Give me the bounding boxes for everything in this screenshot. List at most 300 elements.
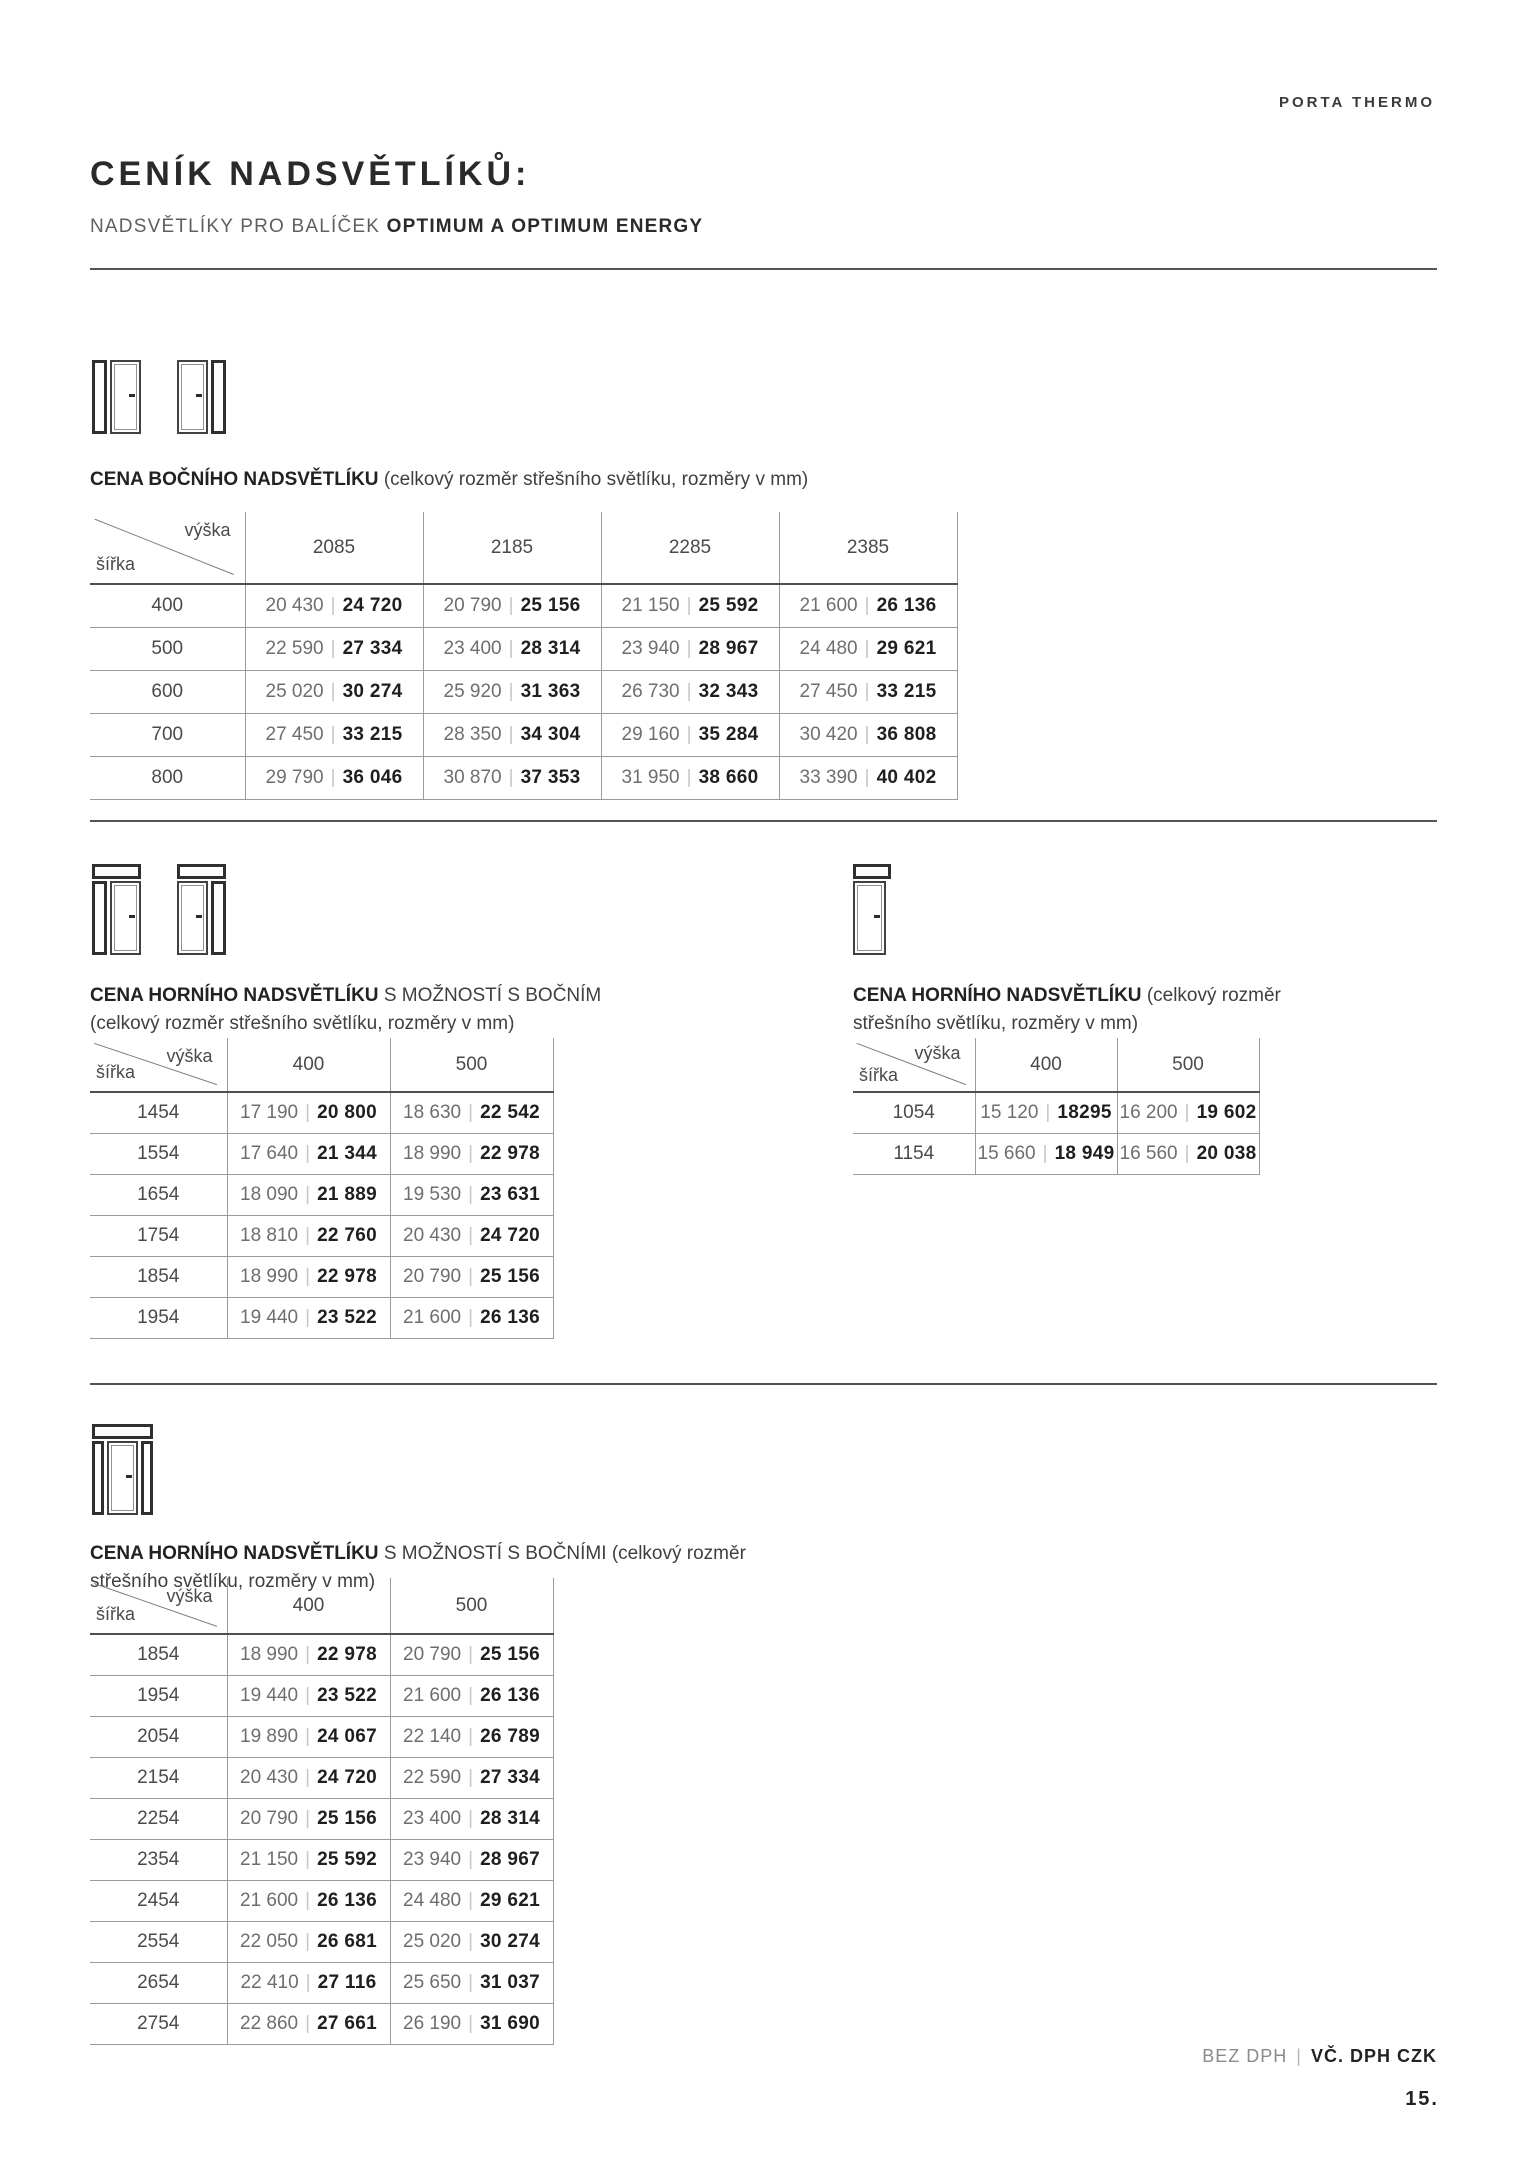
price-separator: |: [1184, 1101, 1190, 1123]
price-separator: |: [1045, 1101, 1051, 1123]
table-row: [90, 1880, 553, 1921]
column-header-height: 400: [227, 1038, 390, 1092]
price-table-horni-s-bocnim-container: [90, 1038, 554, 1339]
section-heading-regular: (celkový rozměr střešního světlíku, rozměry v mm): [383, 469, 809, 490]
net-price: 23 400: [403, 1807, 462, 1829]
transom-door-with-left-sidelight-icon: [92, 864, 141, 955]
transom-door-icon: [853, 864, 891, 955]
row-header-width: 500: [90, 627, 245, 670]
price-cell: [779, 756, 957, 799]
width-axis-label: šířka: [96, 1604, 136, 1624]
price-cell: [601, 627, 779, 670]
net-price: 22 590: [403, 1766, 462, 1788]
gross-price: 25 592: [317, 1848, 377, 1870]
row-header-width: 600: [90, 670, 245, 713]
price-cell: [779, 627, 957, 670]
gross-price: 24 720: [342, 594, 403, 616]
gross-price: 29 621: [480, 1889, 540, 1911]
row-header-width: 2554: [90, 1921, 227, 1962]
price-cell: [390, 1962, 553, 2003]
price-cell: [227, 1133, 390, 1174]
price-table-horni-s-bocnimi: [90, 1578, 554, 2045]
price-separator: |: [305, 1643, 311, 1665]
price-cell: [779, 670, 957, 713]
row-header-width: 2054: [90, 1716, 227, 1757]
row-header-width: 2254: [90, 1798, 227, 1839]
table-row: [90, 713, 957, 756]
table-row: [90, 1757, 553, 1798]
legend-gross-label: VČ. DPH CZK: [1310, 2046, 1437, 2066]
price-separator: |: [508, 723, 514, 745]
price-cell: [245, 713, 423, 756]
gross-price: 26 789: [480, 1725, 540, 1747]
row-header-width: 2654: [90, 1962, 227, 2003]
price-separator: |: [468, 1807, 474, 1829]
net-price: 30 420: [799, 723, 858, 745]
door-leaf: [110, 881, 141, 955]
price-separator: |: [468, 1684, 474, 1706]
price-separator: |: [468, 1725, 474, 1747]
price-separator: |: [468, 1930, 474, 1952]
transom-door-with-two-sidelights-icon: [92, 1424, 153, 1515]
gross-price: 24 720: [317, 1766, 377, 1788]
page-number: 15.: [1405, 2088, 1439, 2110]
price-separator: |: [468, 2012, 474, 2034]
price-separator: |: [864, 680, 870, 702]
price-cell: [227, 1798, 390, 1839]
gross-price: 33 215: [342, 723, 403, 745]
door-inner-frame: [181, 885, 204, 951]
price-separator: |: [468, 1889, 474, 1911]
section-heading-bold: CENA HORNÍHO NADSVĚTLÍKU: [90, 985, 379, 1006]
price-separator: |: [330, 637, 336, 659]
gross-price: 26 136: [317, 1889, 377, 1911]
net-price: 24 480: [799, 637, 858, 659]
price-separator: |: [864, 637, 870, 659]
section-heading-regular: (celkový rozměr střešního světlíku, rozměry v mm): [853, 985, 1281, 1034]
net-price: 27 450: [265, 723, 324, 745]
column-header-height: 400: [227, 1578, 390, 1634]
gross-price: 31 690: [480, 2012, 540, 2034]
price-cell: [227, 1962, 390, 2003]
section-2-right-heading: [853, 982, 1313, 1037]
door-assembly: [177, 881, 226, 955]
table-row: [90, 1174, 553, 1215]
price-cell: [601, 670, 779, 713]
price-cell: [975, 1133, 1117, 1174]
price-separator: |: [468, 1306, 474, 1328]
price-separator: |: [305, 1930, 311, 1952]
gross-price: 28 314: [520, 637, 581, 659]
gross-price: 27 116: [317, 1971, 377, 1993]
price-cell: [227, 1634, 390, 1675]
door-leaf: [110, 360, 141, 434]
gross-price: 30 274: [480, 1930, 540, 1952]
table-row: [90, 1962, 553, 2003]
net-price: 17 640: [240, 1142, 299, 1164]
net-price: 18 090: [240, 1183, 299, 1205]
row-header-width: 1154: [853, 1133, 975, 1174]
gross-price: 22 978: [317, 1265, 377, 1287]
price-cell: [779, 584, 957, 627]
price-table-horni-s-bocnim: [90, 1038, 554, 1339]
door-handle: [129, 394, 135, 397]
price-separator: |: [305, 1725, 311, 1747]
gross-price: 18295: [1057, 1101, 1112, 1123]
gross-price: 25 156: [317, 1807, 377, 1829]
section-heading-bold: CENA BOČNÍHO NADSVĚTLÍKU: [90, 469, 379, 490]
price-separator: |: [686, 637, 692, 659]
net-price: 24 480: [403, 1889, 462, 1911]
net-price: 25 650: [403, 1971, 462, 1993]
section-2-left-icons: [92, 864, 226, 955]
net-price: 31 950: [621, 766, 680, 788]
net-price: 21 150: [240, 1848, 299, 1870]
column-header-height: 400: [975, 1038, 1117, 1092]
width-axis-label: šířka: [859, 1065, 899, 1085]
net-price: 19 440: [240, 1684, 299, 1706]
sidelight-panel: [141, 1441, 153, 1515]
transom-door-with-right-sidelight-icon: [177, 864, 226, 955]
price-separator: |: [508, 594, 514, 616]
price-cell: [227, 1921, 390, 1962]
door-assembly: [92, 1441, 153, 1515]
gross-price: 36 808: [876, 723, 937, 745]
axis-corner-cell: [90, 1578, 227, 1634]
table-row: [90, 1716, 553, 1757]
column-header-height: 2285: [601, 512, 779, 584]
subtitle-bold: OPTIMUM A OPTIMUM ENERGY: [386, 216, 704, 237]
net-price: 18 990: [240, 1643, 299, 1665]
net-price: 20 790: [403, 1265, 462, 1287]
price-separator: |: [508, 680, 514, 702]
table-header-row: [853, 1038, 1259, 1092]
section-2-right-icons: [853, 864, 891, 955]
door-handle: [874, 915, 880, 918]
table-row: [90, 1839, 553, 1880]
price-table-bocni-container: [90, 512, 958, 800]
gross-price: 30 274: [342, 680, 403, 702]
price-cell: [227, 1716, 390, 1757]
price-separator: |: [468, 1224, 474, 1246]
section-divider: [90, 1383, 1437, 1385]
table-row: [90, 1675, 553, 1716]
price-cell: [227, 1256, 390, 1297]
width-axis-label: šířka: [96, 1062, 136, 1082]
table-header-row: [90, 1578, 553, 1634]
price-separator: |: [305, 1183, 311, 1205]
axis-corner-cell: [90, 512, 245, 584]
gross-price: 19 602: [1196, 1101, 1257, 1123]
table-row: [853, 1133, 1259, 1174]
row-header-width: 1454: [90, 1092, 227, 1133]
price-cell: [245, 756, 423, 799]
price-cell: [227, 1215, 390, 1256]
price-separator: |: [468, 1101, 474, 1123]
price-table-bocni: [90, 512, 958, 800]
table-row: [853, 1092, 1259, 1133]
price-separator: |: [305, 1224, 311, 1246]
section-divider: [90, 268, 1437, 270]
row-header-width: 700: [90, 713, 245, 756]
price-cell: [390, 1634, 553, 1675]
gross-price: 31 363: [520, 680, 581, 702]
price-cell: [390, 1133, 553, 1174]
price-table-horni-s-bocnimi-container: [90, 1578, 554, 2045]
door-inner-frame: [181, 364, 204, 430]
net-price: 18 810: [240, 1224, 299, 1246]
gross-price: 20 038: [1196, 1142, 1257, 1164]
price-separator: |: [864, 766, 870, 788]
gross-price: 24 067: [317, 1725, 377, 1747]
price-cell: [423, 584, 601, 627]
table-row: [90, 627, 957, 670]
gross-price: 27 334: [480, 1766, 540, 1788]
sidelight-panel: [92, 360, 107, 434]
door-with-right-sidelight-icon: [177, 360, 226, 434]
net-price: 19 890: [240, 1725, 299, 1747]
net-price: 22 860: [240, 2012, 299, 2034]
price-separator: |: [508, 766, 514, 788]
gross-price: 18 949: [1054, 1142, 1115, 1164]
row-header-width: 1954: [90, 1297, 227, 1338]
price-separator: |: [305, 1101, 311, 1123]
net-price: 25 920: [443, 680, 502, 702]
price-cell: [390, 1716, 553, 1757]
gross-price: 21 344: [317, 1142, 377, 1164]
price-cell: [390, 2003, 553, 2044]
price-cell: [779, 713, 957, 756]
sidelight-panel: [92, 1441, 104, 1515]
door-handle: [129, 915, 135, 918]
price-cell: [390, 1092, 553, 1133]
row-header-width: 1054: [853, 1092, 975, 1133]
price-separator: |: [686, 594, 692, 616]
gross-price: 21 889: [317, 1183, 377, 1205]
price-separator: |: [305, 1684, 311, 1706]
net-price: 29 790: [265, 766, 324, 788]
table-row: [90, 584, 957, 627]
door-inner-frame: [114, 885, 137, 951]
sidelight-panel: [92, 881, 107, 955]
net-price: 21 600: [799, 594, 858, 616]
price-cell: [390, 1256, 553, 1297]
gross-price: 28 967: [480, 1848, 540, 1870]
gross-price: 22 978: [317, 1643, 377, 1665]
row-header-width: 1954: [90, 1675, 227, 1716]
top-transom: [92, 1424, 153, 1439]
section-divider: [90, 820, 1437, 822]
net-price: 20 790: [443, 594, 502, 616]
net-price: 26 730: [621, 680, 680, 702]
price-cell: [390, 1921, 553, 1962]
price-cell: [227, 2003, 390, 2044]
net-price: 18 990: [403, 1142, 462, 1164]
price-separator: |: [330, 723, 336, 745]
gross-price: 37 353: [520, 766, 581, 788]
gross-price: 38 660: [698, 766, 759, 788]
top-transom: [92, 864, 141, 879]
net-price: 22 590: [265, 637, 324, 659]
gross-price: 25 156: [480, 1643, 540, 1665]
section-1-heading: [90, 466, 990, 494]
door-assembly: [92, 360, 141, 434]
price-separator: |: [305, 1889, 311, 1911]
gross-price: 23 522: [317, 1684, 377, 1706]
row-header-width: 2754: [90, 2003, 227, 2044]
top-transom: [853, 864, 891, 879]
net-price: 20 430: [265, 594, 324, 616]
net-price: 23 400: [443, 637, 502, 659]
price-separator: |: [468, 1183, 474, 1205]
table-row: [90, 2003, 553, 2044]
page-subtitle: [90, 216, 703, 238]
section-3-icons: [92, 1424, 153, 1515]
gross-price: 28 967: [698, 637, 759, 659]
net-price: 21 600: [403, 1684, 462, 1706]
gross-price: 20 800: [317, 1101, 377, 1123]
section-heading-regular: S MOŽNOSTÍ S BOČNÍM (celkový rozměr střešního světlíku, rozměry v mm): [90, 985, 602, 1034]
door-handle: [196, 915, 202, 918]
top-transom: [177, 864, 226, 879]
net-price: 28 350: [443, 723, 502, 745]
price-separator: |: [686, 723, 692, 745]
table-row: [90, 1133, 553, 1174]
gross-price: 35 284: [698, 723, 759, 745]
gross-price: 23 522: [317, 1306, 377, 1328]
price-cell: [227, 1839, 390, 1880]
gross-price: 27 661: [317, 2012, 377, 2034]
net-price: 21 150: [621, 594, 680, 616]
door-inner-frame: [111, 1445, 134, 1511]
row-header-width: 1654: [90, 1174, 227, 1215]
price-cell: [390, 1297, 553, 1338]
gross-price: 26 136: [480, 1306, 540, 1328]
row-header-width: 400: [90, 584, 245, 627]
price-cell: [601, 713, 779, 756]
row-header-width: 2454: [90, 1880, 227, 1921]
price-cell: [601, 756, 779, 799]
width-axis-label: šířka: [96, 554, 136, 574]
price-separator: |: [686, 680, 692, 702]
net-price: 23 940: [621, 637, 680, 659]
gross-price: 22 542: [480, 1101, 540, 1123]
price-cell: [390, 1215, 553, 1256]
table-row: [90, 1256, 553, 1297]
page-title: CENÍK NADSVĚTLÍKŮ:: [90, 155, 531, 193]
price-separator: |: [468, 1265, 474, 1287]
price-table-horni: [853, 1038, 1260, 1175]
axis-corner-cell: [853, 1038, 975, 1092]
net-price: 19 440: [240, 1306, 299, 1328]
table-row: [90, 670, 957, 713]
price-cell: [1117, 1092, 1259, 1133]
price-separator: |: [330, 766, 336, 788]
gross-price: 22 760: [317, 1224, 377, 1246]
table-row: [90, 1634, 553, 1675]
gross-price: 25 156: [520, 594, 581, 616]
gross-price: 36 046: [342, 766, 403, 788]
column-header-height: 500: [390, 1038, 553, 1092]
price-separator: |: [305, 2012, 311, 2034]
legend-net-label: BEZ DPH: [1202, 2046, 1288, 2066]
price-cell: [390, 1757, 553, 1798]
height-axis-label: výška: [166, 1586, 213, 1606]
net-price: 26 190: [403, 2012, 462, 2034]
price-separator: |: [468, 1142, 474, 1164]
gross-price: 24 720: [480, 1224, 540, 1246]
gross-price: 26 681: [317, 1930, 377, 1952]
price-cell: [390, 1839, 553, 1880]
door-assembly: [853, 881, 891, 955]
row-header-width: 2354: [90, 1839, 227, 1880]
net-price: 27 450: [799, 680, 858, 702]
price-cell: [423, 627, 601, 670]
price-separator: |: [468, 1971, 474, 1993]
price-cell: [390, 1880, 553, 1921]
price-cell: [423, 670, 601, 713]
net-price: 25 020: [403, 1930, 462, 1952]
door-inner-frame: [857, 885, 882, 951]
table-header-row: [90, 1038, 553, 1092]
price-separator: |: [305, 1306, 311, 1328]
net-price: 20 430: [240, 1766, 299, 1788]
price-cell: [1117, 1133, 1259, 1174]
net-price: 15 120: [980, 1101, 1039, 1123]
gross-price: 25 592: [698, 594, 759, 616]
price-cell: [423, 713, 601, 756]
price-cell: [601, 584, 779, 627]
net-price: 16 200: [1119, 1101, 1178, 1123]
price-separator: |: [305, 1142, 311, 1164]
gross-price: 29 621: [876, 637, 937, 659]
column-header-height: 2185: [423, 512, 601, 584]
gross-price: 25 156: [480, 1265, 540, 1287]
table-row: [90, 1921, 553, 1962]
net-price: 33 390: [799, 766, 858, 788]
net-price: 22 050: [240, 1930, 299, 1952]
height-axis-label: výška: [166, 1046, 213, 1066]
door-leaf: [177, 881, 208, 955]
net-price: 23 940: [403, 1848, 462, 1870]
price-cell: [227, 1092, 390, 1133]
legend-separator: |: [1296, 2046, 1302, 2066]
price-separator: |: [468, 1643, 474, 1665]
table-row: [90, 756, 957, 799]
price-separator: |: [468, 1848, 474, 1870]
column-header-height: 500: [390, 1578, 553, 1634]
price-cell: [227, 1675, 390, 1716]
price-cell: [227, 1757, 390, 1798]
door-handle: [126, 1475, 132, 1478]
table-header-row: [90, 512, 957, 584]
height-axis-label: výška: [184, 520, 231, 540]
door-leaf: [107, 1441, 138, 1515]
net-price: 25 020: [265, 680, 324, 702]
gross-price: 33 215: [876, 680, 937, 702]
price-separator: |: [864, 594, 870, 616]
net-price: 22 140: [403, 1725, 462, 1747]
axis-corner-cell: [90, 1038, 227, 1092]
section-2-left-heading: [90, 982, 670, 1037]
door-leaf: [177, 360, 208, 434]
net-price: 21 600: [403, 1306, 462, 1328]
net-price: 21 600: [240, 1889, 299, 1911]
price-cell: [390, 1174, 553, 1215]
gross-price: 31 037: [480, 1971, 540, 1993]
gross-price: 23 631: [480, 1183, 540, 1205]
gross-price: 22 978: [480, 1142, 540, 1164]
